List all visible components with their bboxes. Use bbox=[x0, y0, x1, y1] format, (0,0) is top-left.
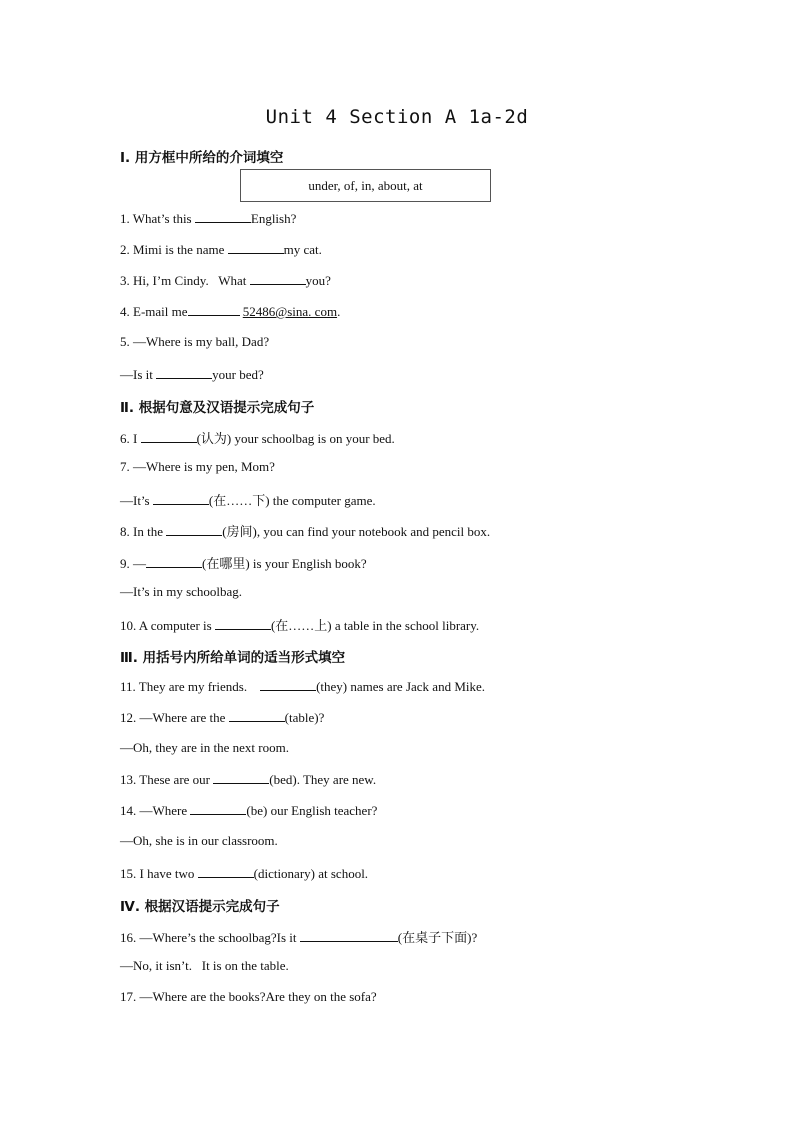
question-16a bbox=[120, 927, 477, 946]
question-text: 7. —Where is my pen, Mom? bbox=[120, 459, 275, 474]
answer-blank[interactable] bbox=[250, 272, 306, 285]
question-14a bbox=[120, 802, 377, 819]
question-3 bbox=[120, 272, 331, 289]
section-3-heading: Ⅲ. 用括号内所给单词的适当形式填空 bbox=[120, 650, 346, 666]
question-text: 13. These are our bbox=[120, 772, 214, 787]
question-text: (table)? bbox=[284, 710, 325, 725]
question-text: you? bbox=[305, 273, 331, 288]
word-box: under, of, in, about, at bbox=[240, 169, 491, 202]
question-text: —Oh, she is in our classroom. bbox=[120, 833, 278, 848]
question-text: 17. —Where are the books?Are they on the sofa? bbox=[120, 989, 377, 1004]
question-text: (认为) your schoolbag is on your bed. bbox=[196, 431, 395, 446]
question-text: (在……上) a table in the school library. bbox=[270, 618, 480, 633]
answer-blank[interactable] bbox=[166, 523, 222, 536]
question-5a bbox=[120, 334, 269, 350]
question-text: 16. —Where’s the schoolbag?Is it bbox=[120, 930, 300, 945]
question-7b bbox=[120, 490, 376, 509]
question-13 bbox=[120, 771, 376, 788]
question-text: —It’s bbox=[120, 493, 153, 508]
question-text: 2. Mimi is the name bbox=[120, 242, 228, 257]
question-15 bbox=[120, 865, 368, 882]
question-text: —Oh, they are in the next room. bbox=[120, 740, 289, 755]
answer-blank[interactable] bbox=[190, 802, 246, 815]
question-2 bbox=[120, 241, 322, 258]
question-text: . bbox=[337, 304, 341, 319]
question-5b bbox=[120, 366, 264, 383]
answer-blank[interactable] bbox=[146, 555, 202, 568]
question-text: (在桌子下面)? bbox=[397, 930, 478, 945]
answer-blank[interactable] bbox=[141, 430, 197, 443]
answer-blank[interactable] bbox=[198, 865, 254, 878]
answer-blank[interactable] bbox=[188, 303, 240, 316]
answer-blank[interactable] bbox=[156, 366, 212, 379]
question-text: 10. A computer is bbox=[120, 618, 215, 633]
question-text: 3. Hi, I’m Cindy. What bbox=[120, 273, 250, 288]
question-text: 6. I bbox=[120, 431, 141, 446]
question-9a bbox=[120, 553, 367, 572]
question-text: 5. —Where is my ball, Dad? bbox=[120, 334, 270, 349]
question-text: —It’s in my schoolbag. bbox=[120, 584, 243, 599]
section-4-heading: Ⅳ. 根据汉语提示完成句子 bbox=[120, 899, 280, 915]
answer-blank[interactable] bbox=[153, 492, 209, 505]
question-text: (bed). They are new. bbox=[269, 772, 377, 787]
question-12b bbox=[120, 740, 289, 756]
question-text: 12. —Where are the bbox=[120, 710, 229, 725]
question-text: English? bbox=[250, 211, 297, 226]
question-17a bbox=[120, 989, 377, 1005]
question-text: 15. I have two bbox=[120, 866, 198, 881]
question-16b bbox=[120, 958, 289, 974]
question-text: 4. E-mail me bbox=[120, 304, 188, 319]
answer-blank[interactable] bbox=[228, 241, 284, 254]
answer-blank[interactable] bbox=[195, 210, 251, 223]
answer-blank[interactable] bbox=[300, 929, 398, 942]
question-14b bbox=[120, 833, 278, 849]
question-text: your bed? bbox=[212, 367, 264, 382]
question-text: 11. They are my friends. bbox=[120, 679, 261, 694]
question-text: (they) names are Jack and Mike. bbox=[316, 679, 486, 694]
question-6 bbox=[120, 428, 395, 447]
question-text: (在哪里) is your English book? bbox=[202, 556, 367, 571]
question-12a bbox=[120, 709, 324, 726]
question-text: (房间), you can find your notebook and pencil box. bbox=[222, 524, 491, 539]
answer-blank[interactable] bbox=[229, 709, 285, 722]
question-text: 14. —Where bbox=[120, 803, 191, 818]
answer-blank[interactable] bbox=[215, 617, 271, 630]
question-text: 8. In the bbox=[120, 524, 167, 539]
question-10 bbox=[120, 615, 479, 634]
page-title: Unit 4 Section A 1a-2d bbox=[265, 106, 529, 128]
question-1 bbox=[120, 210, 296, 227]
answer-blank[interactable] bbox=[213, 771, 269, 784]
question-8 bbox=[120, 521, 490, 540]
answer-blank[interactable] bbox=[260, 678, 316, 691]
question-text: 9. — bbox=[120, 556, 146, 571]
section-2-heading: Ⅱ. 根据句意及汉语提示完成句子 bbox=[120, 400, 315, 416]
question-text: (be) our English teacher? bbox=[246, 803, 378, 818]
email-link[interactable]: 52486@sina. com bbox=[242, 304, 338, 319]
question-7a bbox=[120, 459, 275, 475]
question-text: 1. What’s this bbox=[120, 211, 195, 226]
question-text: —Is it bbox=[120, 367, 157, 382]
question-11 bbox=[120, 678, 485, 695]
question-text: (在……下) the computer game. bbox=[208, 493, 376, 508]
section-1-heading: Ⅰ. 用方框中所给的介词填空 bbox=[120, 150, 284, 166]
question-4 bbox=[120, 303, 340, 320]
question-text: (dictionary) at school. bbox=[253, 866, 369, 881]
question-text: my cat. bbox=[283, 242, 322, 257]
question-text: —No, it isn’t. It is on the table. bbox=[120, 958, 289, 973]
question-9b bbox=[120, 584, 242, 600]
